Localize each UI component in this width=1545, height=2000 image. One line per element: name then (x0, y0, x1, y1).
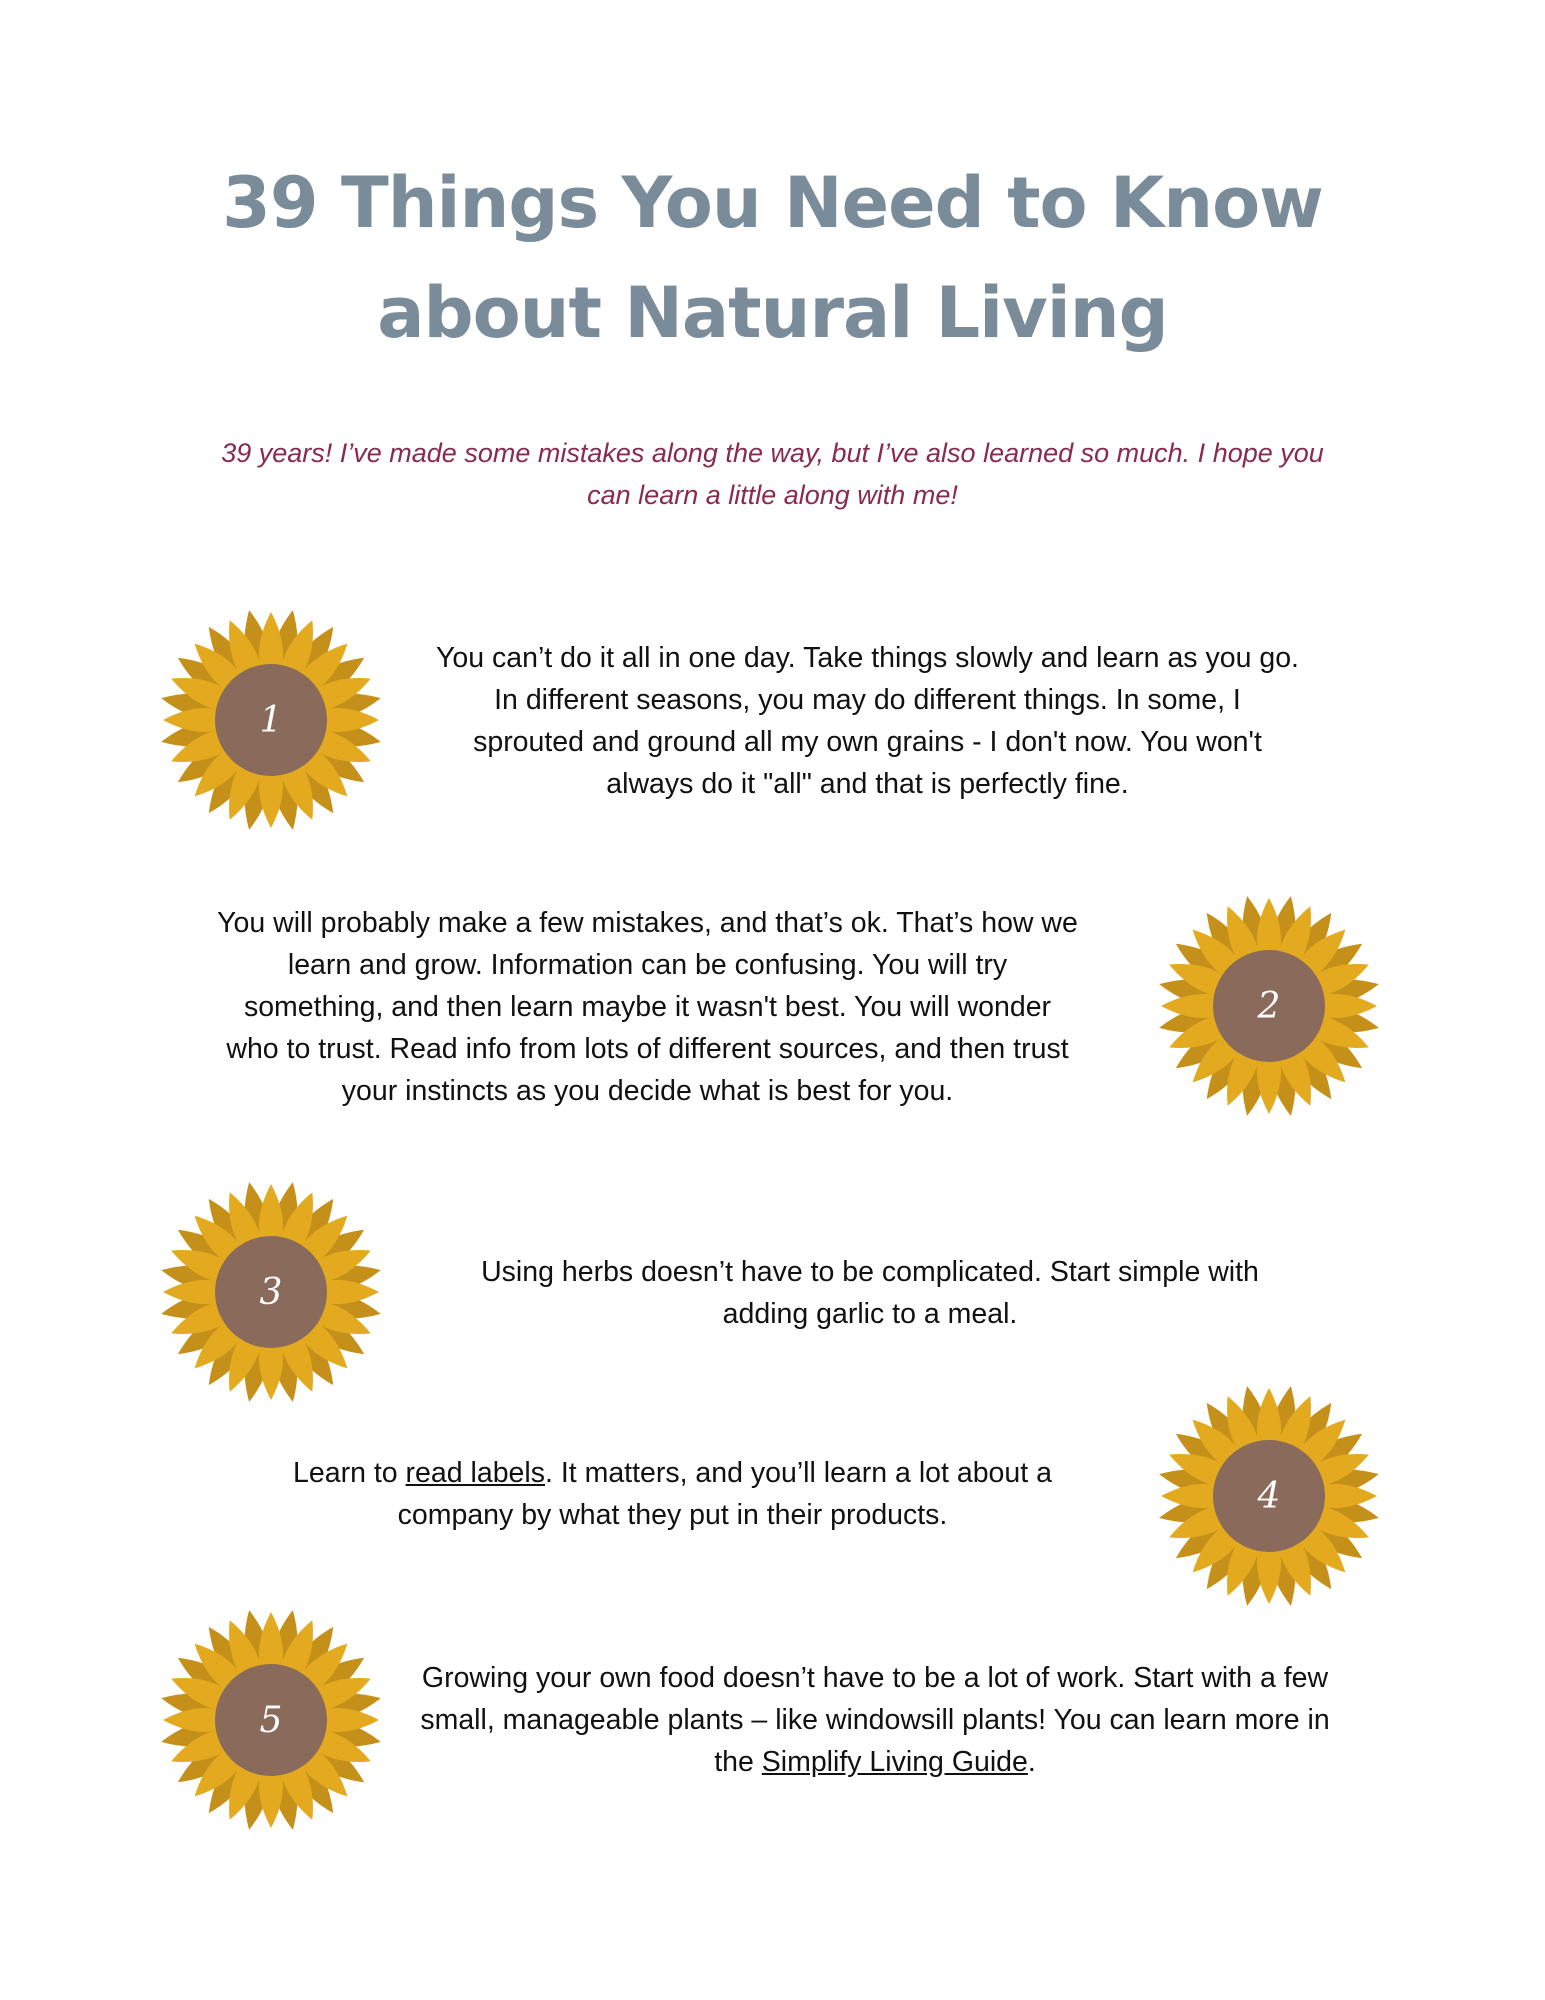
item-2-line-3: something, and then learn maybe it wasn't best. You will wonder (243, 991, 1052, 1023)
sunflower-1-icon (155, 604, 387, 836)
item-text-3 (420, 1251, 1320, 1335)
page-title-line-2: about Natural Living (377, 272, 1168, 354)
item-5-line-2: small, manageable plants – like windowsill plants! You can learn more in (420, 1704, 1330, 1736)
item-text-2 (165, 902, 1130, 1112)
item-4-line-2: company by what they put in their products. (397, 1499, 948, 1531)
item-number-3: 3 (259, 1271, 283, 1313)
read-labels-link[interactable]: read labels (405, 1457, 545, 1489)
intro-text (190, 432, 1355, 516)
item-2-line-1: You will probably make a few mistakes, and that’s ok. That’s how we (217, 907, 1078, 939)
page-title-line-1: 39 Things You Need to Know (222, 162, 1323, 244)
item-4-line-1 (215, 1452, 1130, 1494)
item-number-4: 4 (1257, 1475, 1281, 1517)
item-number-2: 2 (1257, 985, 1281, 1027)
item-2-line-2: learn and grow. Information can be confusing. You will try (287, 949, 1008, 981)
item-number-5: 5 (259, 1699, 283, 1741)
item-5-line-1: Growing your own food doesn’t have to be a lot of work. Start with a few (421, 1662, 1329, 1694)
simplify-living-guide-link[interactable]: Simplify Living Guide (761, 1746, 1028, 1778)
page-title (0, 148, 1545, 368)
sunflower-2-icon (1153, 890, 1385, 1122)
item-2-line-4: who to trust. Read info from lots of different sources, and then trust (226, 1033, 1069, 1065)
intro-line-1: 39 years! I’ve made some mistakes along the way, but I’ve also learned so much. I hope you (221, 438, 1324, 468)
sunflower-4-icon (1153, 1380, 1385, 1612)
item-1-line-4: always do it "all" and that is perfectly fine. (606, 768, 1129, 800)
item-1-line-2: In different seasons, you may do different things. In some, I (494, 684, 1241, 716)
sunflower-3-icon (155, 1176, 387, 1408)
item-3-line-2: adding garlic to a meal. (722, 1298, 1018, 1330)
item-text-4 (215, 1452, 1130, 1536)
item-3-line-1: Using herbs doesn’t have to be complicated. Start simple with (481, 1256, 1259, 1288)
item-5-line-3 (380, 1741, 1370, 1783)
item-4-text-before-link: Learn to (293, 1457, 406, 1489)
item-4-text-after-link: . It matters, and you’ll learn a lot about a (544, 1457, 1052, 1489)
intro-line-2: can learn a little along with me! (587, 480, 958, 510)
item-number-1: 1 (259, 699, 283, 741)
item-2-line-5: your instincts as you decide what is best for you. (341, 1075, 954, 1107)
item-5-text-before-link: the (714, 1746, 762, 1778)
item-5-text-after-link: . (1027, 1746, 1036, 1778)
sunflower-5-icon (155, 1604, 387, 1836)
item-text-5 (380, 1657, 1370, 1783)
item-1-line-1: You can’t do it all in one day. Take things slowly and learn as you go. (436, 642, 1299, 674)
item-text-1 (395, 637, 1340, 805)
item-1-line-3: sprouted and ground all my own grains - I don't now. You won't (473, 726, 1262, 758)
